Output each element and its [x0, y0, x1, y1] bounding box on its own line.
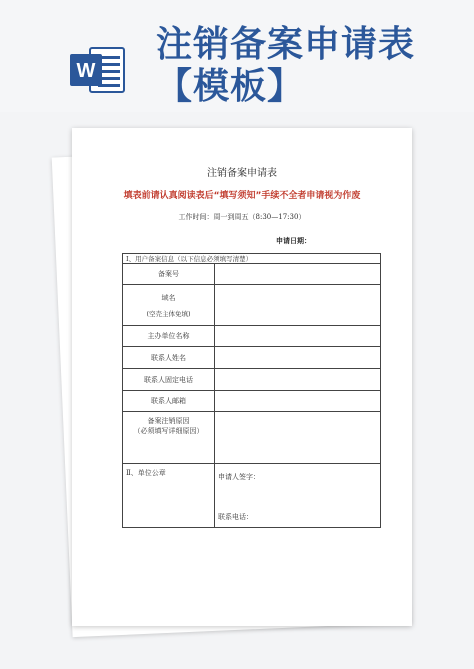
word-logo-icon: [70, 44, 126, 96]
application-form-table: [122, 253, 381, 528]
banner-title: 注销备案申请表【模板】: [156, 24, 416, 107]
signature-label: 申请人签字：: [218, 473, 260, 481]
input-contact-name[interactable]: [215, 347, 381, 369]
document-page: [72, 128, 412, 626]
label-cancel-reason-note: （必须填写详细原因）: [133, 427, 204, 435]
work-time: 工作时间：周一到周五（8:30—17:30）: [178, 213, 306, 221]
input-cancel-reason[interactable]: [215, 412, 381, 464]
section-user-info: Ⅰ、用户备案信息（以下信息必须填写清楚）: [123, 254, 381, 264]
label-contact-email: 联系人邮箱: [123, 391, 215, 412]
apply-date-label: 申请日期：: [276, 237, 311, 245]
label-domain: [123, 285, 215, 326]
banner: [0, 0, 474, 112]
document-title: 注销备案申请表: [207, 168, 277, 179]
label-cancel-reason-text: 备案注销原因: [147, 417, 190, 425]
contact-tel-label: 联系电话：: [218, 513, 253, 521]
word-logo-letter: W: [76, 60, 96, 82]
label-record-no: 备案号: [123, 264, 215, 285]
label-cancel-reason: [123, 412, 215, 464]
input-domain[interactable]: [215, 285, 381, 326]
input-record-no[interactable]: [215, 264, 381, 285]
input-contact-phone[interactable]: [215, 369, 381, 391]
input-contact-email[interactable]: [215, 391, 381, 412]
signature-cell[interactable]: [215, 464, 381, 528]
label-domain-text: 域名: [161, 293, 176, 302]
label-contact-phone: 联系人固定电话: [123, 369, 215, 391]
label-domain-note: (空壳主体免填): [146, 309, 191, 318]
label-contact-name: 联系人姓名: [123, 347, 215, 369]
section-unit-seal: Ⅱ、单位公章: [123, 464, 215, 528]
input-host-unit[interactable]: [215, 326, 381, 347]
label-host-unit: 主办单位名称: [123, 326, 215, 347]
document-warning: 填表前请认真阅读表后“填写须知”手续不全者申请视为作废: [123, 191, 361, 201]
